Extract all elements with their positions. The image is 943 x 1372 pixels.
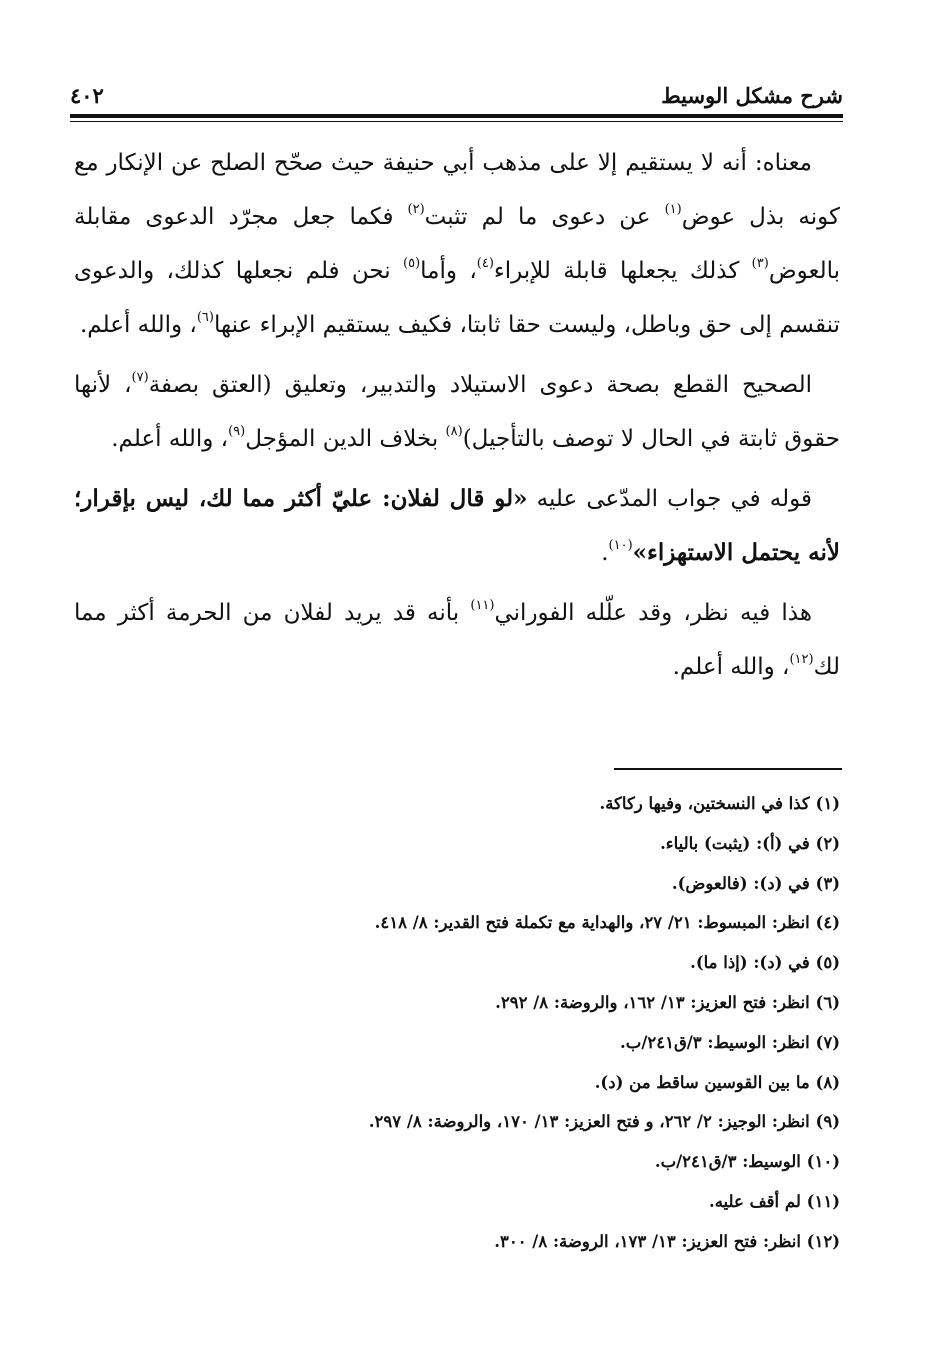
text-run: ، والله أعلم. — [80, 312, 197, 338]
footnote-ref[interactable]: (١٢) — [789, 652, 814, 667]
text-run: ، وأما — [420, 258, 477, 284]
text-run: قوله في جواب المدّعى عليه — [527, 486, 812, 512]
footnote-item: (٨) ما بين القوسين ساقط من (د). — [594, 1072, 840, 1092]
footnote-ref[interactable]: (٣) — [751, 256, 769, 271]
footnote-separator — [614, 768, 842, 770]
footnote-ref[interactable]: (٧) — [131, 370, 149, 385]
footnote-item: (٥) في (د): (إذا ما). — [690, 953, 840, 973]
footnote-ref[interactable]: (٦) — [196, 310, 214, 325]
paragraph-4 — [74, 586, 840, 694]
text-run: الصحيح القطع بصحة دعوى الاستيلاد والتدبير، وتعليق (العتق بصفة — [148, 372, 812, 398]
text-run: ، والله أعلم. — [111, 426, 229, 452]
footnote-ref[interactable]: (٢) — [407, 202, 425, 217]
main-text — [74, 136, 840, 700]
text-run: بأنه قد يريد لفلان من الحرمة أكثر مما لك — [74, 600, 840, 680]
footnote-ref[interactable]: (١٠) — [608, 538, 633, 553]
footnote-ref[interactable]: (٥) — [403, 256, 421, 271]
paragraph-3 — [74, 472, 840, 580]
header-rule-thin — [70, 121, 843, 122]
paragraph-1 — [74, 136, 840, 352]
footnote-item: (٤) انظر: المبسوط: ٢١/ ٢٧، والهداية مع تكملة فتح القدير: ٨/ ٤١٨. — [374, 913, 840, 933]
running-header — [70, 78, 843, 112]
footnote-item: (٩) انظر: الوجيز: ٢/ ٢٦٢، و فتح العزيز: ١٣/ ١٧٠، والروضة: ٨/ ٢٩٧. — [368, 1112, 840, 1132]
footnote-item: (٧) انظر: الوسيط: ٣/ق٢٤١/ب. — [620, 1032, 840, 1052]
footnote-item: (٦) انظر: فتح العزيز: ١٣/ ١٦٢، والروضة: ٨/ ٢٩٢. — [495, 992, 840, 1012]
text-run: هذا فيه نظر، وقد علّله الفوراني — [494, 600, 812, 626]
text-run: كذلك يجعلها قابلة للإبراء — [493, 258, 752, 284]
text-run: بخلاف الدين المؤجل — [245, 426, 446, 452]
text-run: . — [601, 540, 609, 566]
footnote-ref[interactable]: (٨) — [445, 424, 463, 439]
paragraph-2 — [74, 358, 840, 466]
text-run: ، والله أعلم. — [672, 654, 790, 680]
footnote-ref[interactable]: (١) — [664, 202, 682, 217]
text-run: فكما جعل مجرّد الدعوى مقابلة بالعوض — [74, 204, 841, 284]
page-number: ٤٠٢ — [70, 82, 104, 108]
text-run: عن دعوى ما لم تثبت — [424, 204, 665, 230]
header-rule-thick — [70, 114, 843, 118]
footnote-ref[interactable]: (٤) — [476, 256, 494, 271]
footnote-item: (١) كذا في النسختين، وفيها ركاكة. — [599, 794, 840, 813]
text-run: معناه: أنه لا يستقيم إلا على مذهب أبي حنيفة حيث صحّح الصلح عن الإنكار مع كونه بذل عوض — [74, 150, 840, 230]
footnote-item: (١٠) الوسيط: ٣/ق٢٤١/ب. — [654, 1152, 840, 1172]
footnote-item: (٣) في (د): (فالعوض). — [671, 873, 840, 893]
footnote-ref[interactable]: (١١) — [470, 598, 495, 613]
footnote-ref[interactable]: (٩) — [228, 424, 246, 439]
text-run: ، لأنها حقوق ثابتة في الحال لا توصف بالتأجيل) — [74, 372, 840, 452]
footnotes — [74, 784, 840, 1262]
book-title: شرح مشكل الوسيط — [661, 82, 843, 108]
footnote-item: (١٢) انظر: فتح العزيز: ١٣/ ١٧٣، الروضة: ٨/ ٣٠٠. — [494, 1231, 840, 1251]
footnote-item: (٢) في (أ): (يثبت) بالياء. — [660, 833, 840, 853]
footnote-item: (١١) لم أقف عليه. — [708, 1191, 840, 1211]
text-run: نحن فلم نجعلها كذلك، والدعوى تنقسم إلى حق وباطل، وليست حقا ثابتا، فكيف يستقيم الإبراء عنها — [74, 258, 840, 338]
quoted-text: «لو قال لفلان: عليّ أكثر مما لك، ليس بإقرار؛ لأنه يحتمل الاستهزاء» — [74, 485, 840, 566]
